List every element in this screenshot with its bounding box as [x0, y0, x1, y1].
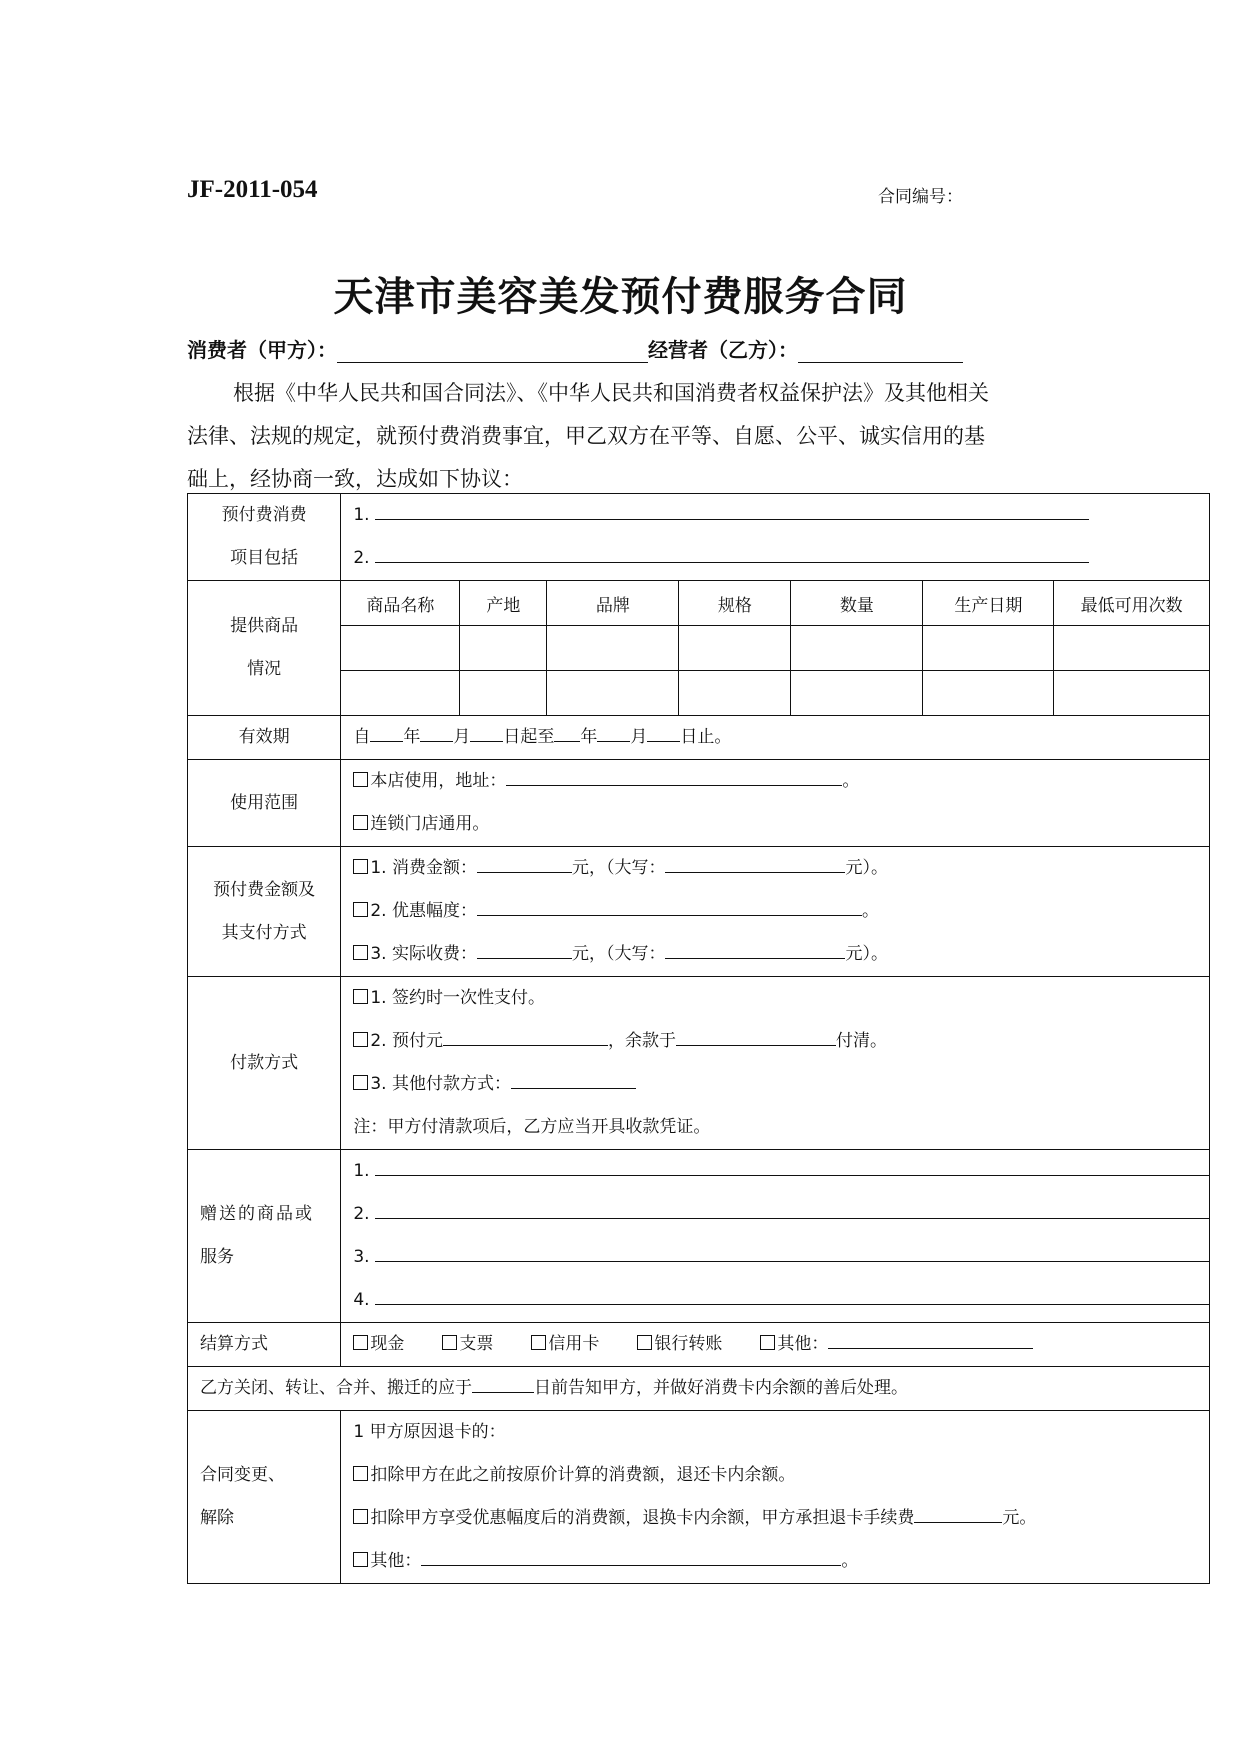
validity-month-to-label: 月	[630, 727, 648, 747]
goods-cell[interactable]	[1054, 626, 1209, 671]
gifts-label-line1: 赠送的商品或	[200, 1204, 314, 1224]
scope-chain-label: 连锁门店通用。	[370, 814, 490, 834]
goods-cell[interactable]	[791, 671, 923, 716]
gift-number-2: 2.	[353, 1204, 370, 1224]
page-title: 天津市美容美发预付费服务合同	[333, 273, 908, 320]
scope-content	[341, 760, 1210, 847]
intro-line-1: 根据《中华人民共和国合同法》、《中华人民共和国消费者权益保护法》及其他相关	[233, 381, 989, 405]
amount-discount-label: 2. 优惠幅度：	[370, 901, 477, 921]
goods-header-min-uses: 最低可用次数	[1054, 581, 1209, 626]
payment-installment-label: 2. 预付元	[370, 1031, 443, 1051]
amount-label-line2: 其支付方式	[221, 922, 307, 943]
validity-content	[341, 716, 1210, 760]
amount-consumption-upper-label: 元，（大写：	[571, 858, 666, 878]
validity-day-from-field[interactable]	[470, 724, 503, 742]
goods-cell[interactable]	[679, 671, 791, 716]
notice-days-field[interactable]	[472, 1375, 534, 1393]
change-fee-end: 元。	[1002, 1508, 1037, 1528]
goods-cell[interactable]	[547, 626, 679, 671]
payment-other-checkbox[interactable]	[353, 1075, 368, 1090]
scope-chain-checkbox[interactable]	[353, 815, 368, 830]
validity-day-to-label: 日止。	[680, 727, 732, 747]
settlement-credit-card-label: 信用卡	[548, 1334, 600, 1354]
change-other-field[interactable]	[421, 1548, 841, 1566]
contract-number-label: 合同编号：	[878, 187, 963, 207]
change-other-label: 其他：	[370, 1551, 422, 1571]
settlement-cash-checkbox[interactable]	[353, 1335, 368, 1350]
amount-consumption-upper-field[interactable]	[665, 855, 845, 873]
notice-row	[188, 1367, 1210, 1411]
validity-day-from-label: 日起至	[503, 727, 555, 747]
items-label	[188, 494, 341, 581]
notice-text-start: 乙方关闭、转让、合并、搬迁的应于	[200, 1378, 472, 1398]
amount-row	[188, 847, 1210, 977]
consumer-field[interactable]	[337, 342, 648, 363]
change-original-price-label: 扣除甲方在此之前按原价计算的消费额，退还卡内余额。	[370, 1465, 796, 1485]
gift-field-3[interactable]	[375, 1244, 1209, 1262]
amount-label	[188, 847, 341, 977]
scope-own-store-checkbox[interactable]	[353, 772, 368, 787]
goods-cell[interactable]	[547, 671, 679, 716]
scope-address-end: 。	[842, 771, 860, 791]
goods-table-cell	[341, 581, 1210, 716]
goods-cell[interactable]	[679, 626, 791, 671]
amount-actual-upper-field[interactable]	[665, 941, 845, 959]
validity-year-from-field[interactable]	[370, 724, 403, 742]
settlement-other-checkbox[interactable]	[760, 1335, 775, 1350]
gift-field-4[interactable]	[375, 1287, 1209, 1305]
goods-cell[interactable]	[923, 671, 1054, 716]
amount-actual-checkbox[interactable]	[353, 945, 368, 960]
gifts-label-line2: 服务	[200, 1247, 234, 1267]
goods-header-name: 商品名称	[341, 581, 460, 626]
notice-content	[188, 1367, 1210, 1411]
settlement-credit-card-checkbox[interactable]	[531, 1335, 546, 1350]
change-label	[188, 1411, 341, 1584]
scope-address-field[interactable]	[506, 768, 842, 786]
scope-row	[188, 760, 1210, 847]
payment-installment-checkbox[interactable]	[353, 1032, 368, 1047]
goods-cell[interactable]	[460, 626, 547, 671]
change-label-line2: 解除	[200, 1508, 234, 1528]
operator-label: 经营者（乙方）：	[648, 338, 798, 362]
settlement-check-label: 支票	[459, 1334, 494, 1354]
operator-field[interactable]	[798, 342, 963, 363]
goods-header-quantity: 数量	[791, 581, 923, 626]
payment-note: 注：甲方付清款项后，乙方应当开具收款凭证。	[353, 1117, 711, 1137]
payment-balance-label: ，余款于	[607, 1031, 676, 1051]
goods-cell[interactable]	[791, 626, 923, 671]
goods-cell[interactable]	[460, 671, 547, 716]
validity-year-to-field[interactable]	[554, 724, 580, 742]
amount-discount-end: 。	[861, 901, 879, 921]
validity-month-from-field[interactable]	[420, 724, 453, 742]
items-content	[341, 494, 1210, 581]
settlement-check-checkbox[interactable]	[442, 1335, 457, 1350]
items-label-line1: 预付费消费	[221, 505, 307, 525]
scope-label: 使用范围	[188, 760, 341, 847]
validity-month-to-field[interactable]	[597, 724, 630, 742]
change-discount-checkbox[interactable]	[353, 1509, 368, 1524]
goods-header-brand: 品牌	[547, 581, 679, 626]
intro-line-2: 法律、法规的规定，就预付费消费事宜，甲乙双方在平等、自愿、公平、诚实信用的基	[187, 424, 985, 448]
gift-number-1: 1.	[353, 1161, 370, 1181]
amount-content	[341, 847, 1210, 977]
change-content	[341, 1411, 1210, 1584]
validity-month-label: 月	[453, 727, 471, 747]
amount-label-line1: 预付费金额及	[213, 879, 316, 900]
change-original-price-checkbox[interactable]	[353, 1466, 368, 1481]
goods-blank-row	[341, 626, 1209, 671]
amount-consumption-checkbox[interactable]	[353, 859, 368, 874]
change-other-end: 。	[841, 1551, 859, 1571]
gifts-label	[188, 1150, 341, 1323]
gift-number-3: 3.	[353, 1247, 370, 1267]
goods-header-row	[341, 581, 1209, 626]
settlement-row	[188, 1323, 1210, 1367]
payment-lump-sum-label: 1. 签约时一次性支付。	[370, 988, 545, 1008]
amount-discount-field[interactable]	[477, 898, 862, 916]
amount-consumption-end: 元）。	[845, 858, 888, 878]
amount-consumption-label: 1. 消费金额：	[370, 858, 477, 878]
amount-actual-end: 元）。	[845, 944, 888, 964]
goods-cell[interactable]	[341, 671, 460, 716]
goods-label	[188, 581, 341, 716]
goods-header-date: 生产日期	[923, 581, 1054, 626]
payment-row	[188, 977, 1210, 1150]
payment-label: 付款方式	[188, 977, 341, 1150]
amount-actual-upper-label: 元，（大写：	[571, 944, 666, 964]
goods-cell[interactable]	[341, 626, 460, 671]
payment-prepay-field[interactable]	[443, 1028, 608, 1046]
payment-other-label: 3. 其他付款方式：	[370, 1074, 511, 1094]
settlement-bank-transfer-label: 银行转账	[654, 1334, 723, 1354]
settlement-other-field[interactable]	[828, 1331, 1033, 1349]
item-field-1[interactable]	[375, 502, 1089, 520]
validity-year-label: 年	[403, 727, 421, 747]
item-field-2[interactable]	[375, 545, 1089, 563]
payment-other-field[interactable]	[511, 1071, 636, 1089]
goods-label-line1: 提供商品	[230, 616, 299, 636]
gift-number-4: 4.	[353, 1290, 370, 1310]
change-row	[188, 1411, 1210, 1584]
settlement-cash-label: 现金	[370, 1334, 405, 1354]
validity-from: 自	[353, 727, 371, 747]
items-row	[188, 494, 1210, 581]
item-number-1: 1.	[353, 505, 370, 525]
settlement-bank-transfer-checkbox[interactable]	[637, 1335, 652, 1350]
form-code: JF-2011-054	[187, 176, 318, 203]
settlement-content	[341, 1323, 1210, 1367]
gifts-row	[188, 1150, 1210, 1323]
goods-header-spec: 规格	[679, 581, 791, 626]
amount-actual-field[interactable]	[477, 941, 572, 959]
change-fee-field[interactable]	[914, 1505, 1002, 1523]
contract-form-table	[187, 493, 1210, 1584]
goods-blank-row	[341, 671, 1209, 716]
amount-consumption-field[interactable]	[477, 855, 572, 873]
gifts-content	[341, 1150, 1210, 1323]
change-other-checkbox[interactable]	[353, 1552, 368, 1567]
goods-header-origin: 产地	[460, 581, 547, 626]
goods-cell[interactable]	[1054, 671, 1209, 716]
goods-cell[interactable]	[923, 626, 1054, 671]
intro-paragraph	[187, 372, 1057, 501]
goods-row	[188, 581, 1210, 716]
goods-label-line2: 情况	[247, 659, 282, 679]
validity-row	[188, 716, 1210, 760]
payment-content	[341, 977, 1210, 1150]
parties-line	[187, 334, 963, 363]
items-label-line2: 项目包括	[230, 548, 299, 568]
gift-field-1[interactable]	[375, 1158, 1209, 1176]
payment-balance-end: 付清。	[835, 1031, 887, 1051]
payment-lump-sum-checkbox[interactable]	[353, 989, 368, 1004]
change-heading: 1 甲方原因退卡的：	[353, 1422, 506, 1442]
intro-line-3: 础上，经协商一致，达成如下协议：	[187, 467, 523, 491]
goods-table	[341, 581, 1209, 715]
validity-label: 有效期	[188, 716, 341, 760]
gift-field-2[interactable]	[375, 1201, 1209, 1219]
payment-balance-date-field[interactable]	[676, 1028, 836, 1046]
scope-own-store-label: 本店使用，地址：	[370, 771, 507, 791]
change-discount-label: 扣除甲方享受优惠幅度后的消费额，退换卡内余额，甲方承担退卡手续费	[370, 1508, 915, 1528]
validity-day-to-field[interactable]	[647, 724, 680, 742]
validity-year-to-label: 年	[580, 727, 598, 747]
amount-discount-checkbox[interactable]	[353, 902, 368, 917]
consumer-label: 消费者（甲方）：	[187, 338, 337, 362]
settlement-other-label: 其他：	[777, 1334, 829, 1354]
change-label-line1: 合同变更、	[200, 1465, 285, 1485]
item-number-2: 2.	[353, 548, 370, 568]
amount-actual-label: 3. 实际收费：	[370, 944, 477, 964]
notice-text-end: 日前告知甲方，并做好消费卡内余额的善后处理。	[534, 1378, 908, 1398]
settlement-label: 结算方式	[188, 1323, 341, 1367]
